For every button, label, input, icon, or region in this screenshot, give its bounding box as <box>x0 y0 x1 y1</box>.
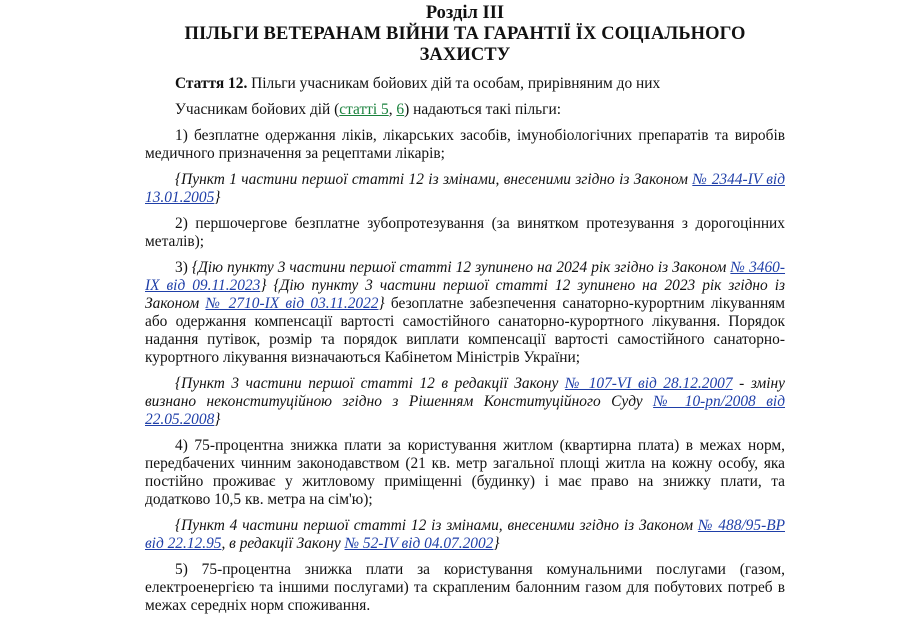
article-heading <box>145 75 785 93</box>
note-end: } <box>260 277 267 294</box>
note-text-mid: - зміну визнано неконституційною згідно з Рішенням Конституційного Суду <box>145 375 786 410</box>
note-text: {Пункт 1 частини першої статті 12 із змінами, внесеними згідно із Законом <box>175 171 693 188</box>
article-title: Пільги учасникам бойових дій та особам, прирівняним до них <box>247 75 661 92</box>
note-text: {Пункт 3 частини першої статті 12 в редакції Закону <box>175 375 565 392</box>
note-end: } <box>493 535 500 552</box>
law-488-95-vr-link[interactable]: № 488/95-ВР від 22.12.95 <box>145 517 785 552</box>
law-2710-ix-link[interactable]: № 2710-IX від 03.11.2022 <box>205 295 379 312</box>
note-text: {Пункт 4 частини першої статті 12 із змінами, внесеними згідно із Законом <box>175 517 698 534</box>
decision-10-rp-2008-link[interactable]: № 10-рп/2008 від 22.05.2008 <box>145 393 785 428</box>
article-6-link[interactable]: 6 <box>396 101 405 118</box>
suspension-note-text: {Дію пункту 3 частини першої статті 12 зупинено на 2024 рік згідно із Законом <box>191 259 731 276</box>
item-3 <box>145 259 785 367</box>
note-end: } <box>378 295 385 312</box>
section-heading <box>145 3 785 66</box>
note-item-4 <box>145 517 785 553</box>
section-title: ПІЛЬГИ ВЕТЕРАНАМ ВІЙНИ ТА ГАРАНТІЇ ЇХ СОЦІАЛЬНОГО ЗАХИСТУ <box>184 24 746 65</box>
suspension-note-text: {Дію пункту 3 частини першої статті 12 зупинено на 2023 рік згідно із Законом <box>145 277 785 312</box>
article-5-link[interactable]: статті 5 <box>339 101 389 118</box>
item-1: 1) безплатне одержання ліків, лікарських засобів, імунобіологічних препаратів та виробів медичного призначення за рецептами лікарів; <box>145 127 785 162</box>
document-page <box>145 0 785 615</box>
law-52-iv-link[interactable]: № 52-IV від 04.07.2002 <box>344 535 494 552</box>
law-2344-iv-link[interactable]: № 2344-IV від 13.01.2005 <box>145 171 785 206</box>
note-end: } <box>214 411 221 428</box>
law-107-vi-link[interactable]: № 107-VI від 28.12.2007 <box>564 375 733 392</box>
item-2: 2) першочергове безплатне зубопротезування (за винятком протезування з дорогоцінних металів); <box>145 215 785 250</box>
note-text-mid: , в редакції Закону <box>221 535 345 552</box>
intro-separator: , <box>388 101 397 118</box>
item-4: 4) 75-процентна знижка плати за користування житлом (квартирна плата) в межах норм, передбачених чинним законодавством (21 кв. метр загальної площі житла на кожну особу, яка постійно проживає у житловому приміщенні (будинку) і має право на знижку плати, та додатково 10,5 кв. метра на сім'ю); <box>145 437 785 508</box>
article-intro <box>145 101 785 119</box>
section-label: Розділ III <box>425 3 505 23</box>
law-3460-ix-link[interactable]: № 3460-IX від 09.11.2023 <box>145 259 786 294</box>
item-3-number: 3) <box>175 259 192 276</box>
note-item-1 <box>145 171 785 207</box>
intro-text: Учасникам бойових дій ( <box>175 101 340 118</box>
note-end: } <box>214 189 221 206</box>
note-item-3 <box>145 375 785 429</box>
item-5: 5) 75-процентна знижка плати за користування комунальними послугами (газом, електроенергією та іншими послугами) та скрапленим балонним газом для побутових потреб в межах середніх норм споживання. <box>145 561 785 614</box>
item-3-text: безоплатне забезпечення санаторно-курортним лікуванням або одержання компенсації вартості самостійного санаторно-курортного лікування. Порядок надання путівок, розмір та порядок виплати компенсації вартості самостійного санаторно-курортного лікування визначаються Кабінетом Міністрів України; <box>145 295 786 366</box>
article-number: Стаття 12. <box>175 75 248 92</box>
intro-text-end: ) надаються такі пільги: <box>404 101 562 118</box>
